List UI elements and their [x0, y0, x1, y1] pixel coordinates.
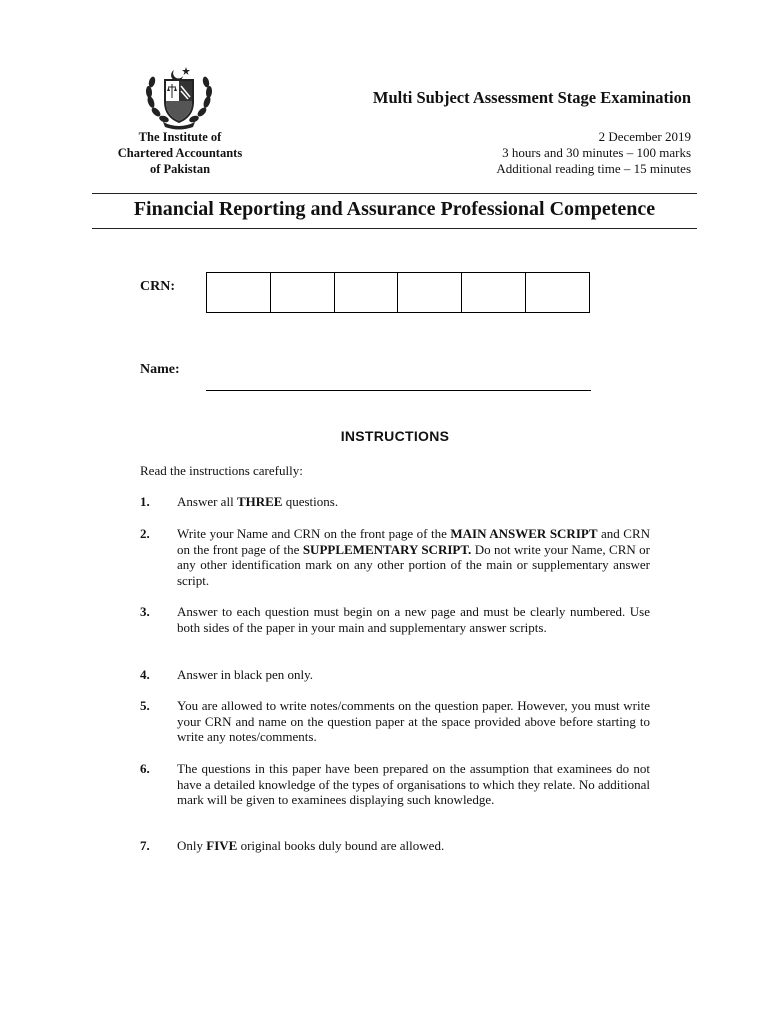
- instructions-heading: INSTRUCTIONS: [340, 428, 450, 444]
- instruction-number: 3.: [140, 604, 150, 619]
- instruction-number: 6.: [140, 761, 150, 776]
- exam-meta: [496, 129, 691, 177]
- crn-box-6[interactable]: [526, 273, 589, 312]
- crn-box-2[interactable]: [271, 273, 335, 312]
- instruction-text: Answer all THREE questions.: [177, 494, 339, 509]
- institute-name: [98, 129, 262, 177]
- crn-boxes: [206, 272, 590, 313]
- instruction-item-5: [140, 698, 650, 745]
- institute-line-1: The Institute of: [138, 130, 222, 144]
- instructions-intro: Read the instructions carefully:: [140, 463, 303, 478]
- exam-date: 2 December 2019: [598, 129, 691, 144]
- icap-crest-logo: [141, 64, 217, 130]
- institute-line-2: Chartered Accountants: [117, 146, 243, 160]
- top-divider: [92, 193, 697, 194]
- instruction-item-1: [140, 494, 650, 510]
- instruction-number: 7.: [140, 838, 150, 853]
- bottom-divider: [92, 228, 697, 229]
- reading-time: Additional reading time – 15 minutes: [496, 161, 691, 176]
- paper-title: Financial Reporting and Assurance Professional Competence: [133, 198, 656, 220]
- crn-box-5[interactable]: [462, 273, 526, 312]
- instruction-text: Answer in black pen only.: [177, 667, 313, 682]
- instruction-text: Only FIVE original books duly bound are allowed.: [177, 838, 445, 853]
- crn-box-1[interactable]: [207, 273, 271, 312]
- instruction-number: 2.: [140, 526, 150, 541]
- name-line[interactable]: [206, 390, 591, 391]
- instruction-number: 1.: [140, 494, 150, 509]
- crn-box-3[interactable]: [335, 273, 399, 312]
- exam-title: Multi Subject Assessment Stage Examination: [372, 88, 691, 107]
- instruction-text: Answer to each question must begin on a new page and must be clearly numbered. Use both sides of the paper in your main and supplementary answer scripts.: [177, 604, 650, 635]
- crn-label: CRN:: [140, 279, 175, 294]
- crn-box-4[interactable]: [398, 273, 462, 312]
- instruction-text: Write your Name and CRN on the front page of the MAIN ANSWER SCRIPT and CRN on the front page of the SUPPLEMENTARY SCRIPT. Do not write your Name, CRN or any other identification mark on any other portion of the main or supplementary answer script.: [177, 526, 650, 588]
- instruction-item-7: [140, 838, 650, 854]
- instruction-text: The questions in this paper have been prepared on the assumption that examinees do not have a detailed knowledge of the types of organisations to which they relate. No additional mark will be given to examinees displaying such knowledge.: [177, 761, 650, 808]
- instruction-item-3: [140, 604, 650, 635]
- instruction-item-2: [140, 526, 650, 588]
- instruction-item-4: [140, 667, 650, 683]
- instruction-text: You are allowed to write notes/comments on the question paper. However, you must write your CRN and name on the question paper at the space provided above before starting to write any notes/comments.: [177, 698, 650, 745]
- instruction-number: 4.: [140, 667, 150, 682]
- exam-duration: 3 hours and 30 minutes – 100 marks: [502, 145, 691, 160]
- name-label: Name:: [140, 362, 180, 377]
- instruction-number: 5.: [140, 698, 150, 713]
- institute-line-3: of Pakistan: [149, 162, 211, 176]
- instruction-item-6: [140, 761, 650, 808]
